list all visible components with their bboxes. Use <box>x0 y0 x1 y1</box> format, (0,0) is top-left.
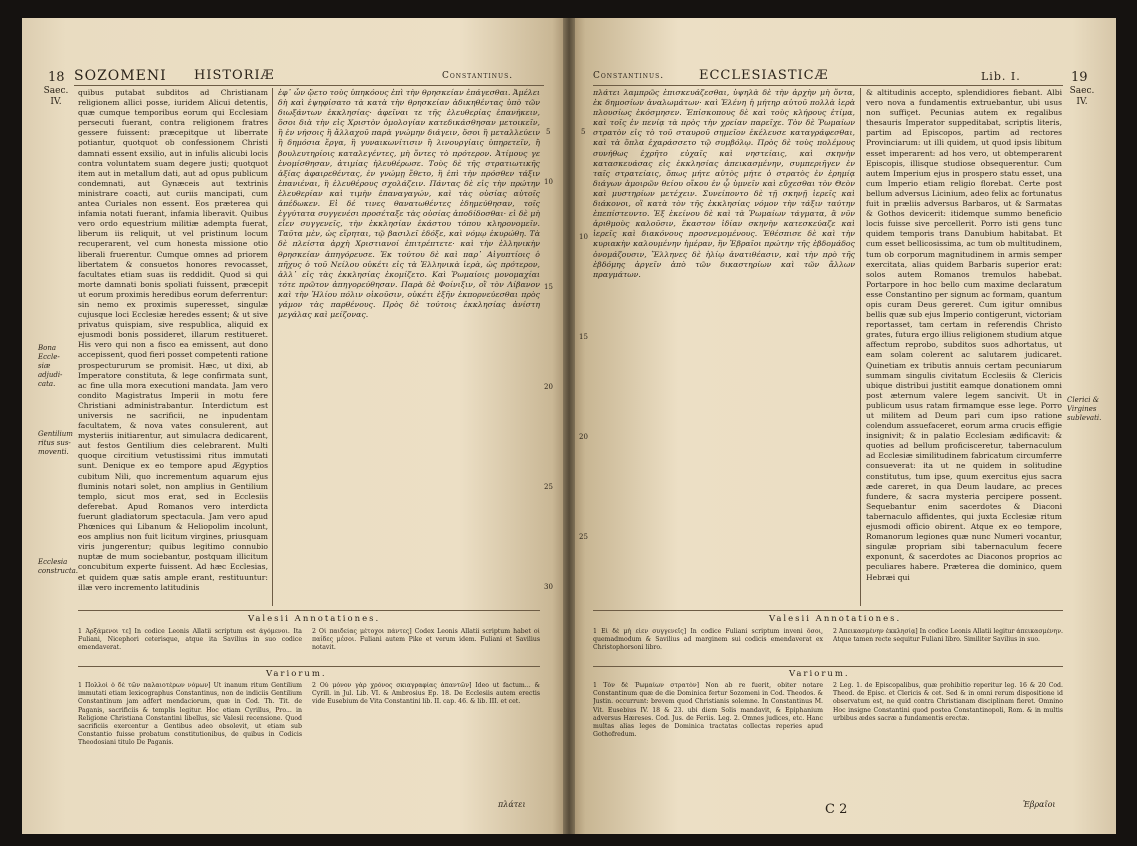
book-spread <box>22 18 1116 834</box>
valesii-note: 2 Ἀπεικασμένην ἐκκλησίᾳ] In codice Leonis Allatii legitur ἀπεικασμένην. Atque tamen recte sequitur Fuliani libro. Similiter Savilius in suo. <box>833 628 1063 644</box>
saeculum-marker <box>1067 86 1097 108</box>
page-number: 18 <box>48 70 65 85</box>
variorum-note: 2 Leg. 1. de Episcopalibus, quæ prohibitio reperitur leg. 16 & 20 Cod. Theod. de Episc. et Clericis & cet. Sed & in omni rerum dispositione id observatum est, ne quid contra Christianam disciplinam fieret. Omnino Hoc insigne Constantini quod postea Constantinopoli, Rom. & in multis urbibus ædes sacræ a fundamentis erectæ. <box>833 682 1063 722</box>
line-number: 25 <box>579 533 588 541</box>
annotations-rule <box>593 610 1063 611</box>
line-number: 15 <box>544 283 553 291</box>
variorum-note: 2 Οὐ μόνον γὰρ χρόνος σκιαγραφίας ἀπαντῶν] Ideo ut factum... & Cyrill. in Jul. Lib. VI. & Ambrosius Ep. 18. De Ecclesiis autem erectis vide Eusebium de Vita Constantini lib. II. cap. 46. & lib. III. et cet. <box>312 682 540 706</box>
saeculum-label: Saec. <box>1069 86 1095 96</box>
line-number: 5 <box>581 128 586 136</box>
saeculum-marker <box>42 86 70 108</box>
saeculum-value: IV. <box>50 97 62 107</box>
greek-text-column: ἐφ᾽ ὧν ᾤετο τοὺς ὑπηκόους ἐπὶ τὴν θρησκείαν ἐπάγεσθαι. Ἀμέλει δὴ καὶ ἐψηφίσατο τὰ κατὰ τὴν θρησκείαν ἀδικηθέντας ὑπὸ τῶν διωξάντων ἐκκλησίας· ἀφεῖναι τε τῆς ἐλευθερίας ἐπανήκειν, ὅσοι διὰ τὴν εἰς Χριστὸν ὁμολογίαν κατεδικάσθησαν μετοικεῖν, ἢ ἐν νήσοις ἢ ἄλλαχοῦ παρὰ γνώμην διάγειν, ὅσοι ἢ μεταλλεύειν ἢ δημόσια ἔργα, ἢ γυναικωνίτισιν ἢ λινουργίαις ὑπηρετεῖν, ἢ βουλευτηρίοις καταλεγέντες, μὴ ὄντες τὸ πρότερον. Ἀτίμους γε ἐνομίσθησαν, ἀτιμίας ἠλευθέρωσε. Τοὺς δὲ τῆς στρατιωτικῆς ἀξίας ἀφαιρεθέντας, ἐν γνώμῃ ἔθετο, ἢ ἐπὶ τὴν πρόσθεν τάξιν ἐπανιέναι, ἢ ἐλευθέρους σχολάζειν. Πάντας δὲ εἰς τὴν πρώτην ἐλευθερίαν καὶ τιμὴν ἐπαναγαγών, καὶ τὰς οὐσίας αὐτοῖς ἀπέδωκεν. Εἰ δέ τινες θανατωθέντες ἐδημεύθησαν, τοῖς ἐγγύτατα συγγενέσι προσέταξε τὰς οὐσίας ἀποδίδοσθαι· εἰ δὲ μὴ εἶεν συγγενεῖς, τὴν ἐκκλησίαν ἑκάστου τόπου κληρονομεῖν. Ταῦτα μὲν, ὡς εἴρηται, τῷ βασιλεῖ ἐδόξε, καὶ νόμῳ ἐκυρώθη. Τὰ δὲ πλείστα ἀρχὴ Χριστιανοί ἐπιτρέπτετε· καὶ τὴν ἑλληνικὴν θρησκείαν ἀπηγόρευσε. Ἐκ τούτου δὲ καὶ παρ᾽ Αἰγυπτίοις ὁ πῆχυς ὁ τοῦ Νείλου οὐκέτι εἰς τὰ Ἑλληνικὰ ἱερὰ, ὡς πρότερον, ἀλλ᾽ εἰς τὰς ἐκκλησίας ἐκομίζετο. Καὶ Ῥωμαίοις μονομαχίαι τότε πρῶτον ἀπηγορεύθησαν. Παρὰ δὲ Φοίνιξιν, οἳ τὸν Λίβανον καὶ τὴν Ἡλίου πόλιν οἰκοῦσιν, οὐκέτι ἐξῆν ἐκπορνεύεσθαι πρὸς γάμον τὰς παρθένους. Πρὸς δὲ τούτοις ἐκκλησίας ἀνίστη μεγάλας καὶ μείζονας. <box>278 88 540 320</box>
left-page <box>22 18 569 834</box>
running-head-title: SOZOMENI <box>74 68 167 84</box>
valesii-heading: Valesii Annotationes. <box>248 614 381 624</box>
running-head-section: Constantinus. <box>442 71 514 81</box>
variorum-rule <box>593 666 1063 667</box>
saeculum-label: Saec. <box>43 86 69 96</box>
variorum-note: 1 Τὸν δὲ Ῥωμαίων στρατὸν] Non ab re fuerit, obiter notare Constantinum quæ de die Dominica fertur Sozomeni in Cod. Theodos. & Justin. occurrunt: brevem quod Christianis solemne. In Constantinus M. Vit. Eusebius IV. 18 & 23. ubi diem Solis mandavit, & Epiphanium adversus Hæreses. Cod. Jus. de Feriis. Leg. 2. Omnes judices, etc. Hanc multas alias leges de Dominica tractatas collectas reperies apud Gothofredum. <box>593 682 823 739</box>
running-head-center: HISTORIÆ <box>194 68 275 83</box>
variorum-note: 1 Πολλοὶ ὁ δὲ τῶν παλαιοτέρων νόμων] Ut inanum ritum Gentilium immutati etiam lexicographus Constantinus, non de indiciis Gentilium Constantinum jam adfert mendaciorum, quæ in Cod. Th. Tit. de Paganis, sacrificiis & templis legitur. Hoc etiam Cyrillus, Pro... in Religione Christiana Constantini libellus, sic Valesii recensione. Quod sacrificiis exercentur a Gentibus adeo obsolevit, ut etiam sub Constantio fuisse probatum constitutionibus, de quibus in Codicis Theodosiani titulo De Paganis. <box>78 682 302 747</box>
valesii-heading: Valesii Annotationes. <box>769 614 902 624</box>
column-divider <box>860 88 861 606</box>
page-number: 19 <box>1071 70 1088 85</box>
greek-text-column: πλάτει λαμπρῶς ἐπισκευάζεσθαι, ὑψηλὰ δὲ τὴν ἀρχὴν μὴ ὄντα, ἐκ δημοσίων ἀναλωμάτων· καὶ Ἑλένη ἡ μήτηρ αὐτοῦ πολλὰ ἱερὰ πλουσίως ἐκόσμησεν. Ἐπίσκοπους δὲ καὶ τοὺς κλήρους ἐτίμα, καὶ τοῖς ἐν πενίᾳ τὰ πρὸς τὴν χρείαν παρεῖχε. Τὸν δὲ Ῥωμαίων στρατὸν εἰς τὸ τοῦ σταυροῦ σημεῖον ἐκέλευσε καταγράφεσθαι, καὶ τὰ ὅπλα ἐχαράσσετο τῷ συμβόλῳ. Πρὸς δὲ τοὺς πολέμους συνήθως ἐχρῆτο εὐχαῖς καὶ νηστείαις, καὶ σκηνὴν κατασκευάσας εἰς ἐκκλησίας ἀπεικασμένην, συμπεριῆγεν ἐν ταῖς στρατείαις, ὅπως μήτε αὐτὸς μήτε ὁ στρατὸς ἐν ἐρημίᾳ διάγων ἀμοιρῶν θείου οἴκου ἐν ᾧ ὑμνεῖν καὶ εὔχεσθαι τὸν Θεὸν καὶ μυστηρίων μετέχειν. Συνείποντο δὲ τῇ σκηνῇ ἱερεῖς καὶ διάκονοι, οἳ κατὰ τὸν τῆς ἐκκλησίας νόμον τὴν τάξιν ταύτην ἐπεπίστευντο. Ἐξ ἐκείνου δὲ καὶ τὰ Ῥωμαίων τάγματα, ἃ νῦν ἀριθμοὺς καλοῦσιν, ἕκαστον ἰδίαν σκηνὴν κατεσκεύαζε καὶ ἱερεῖς καὶ διακόνους προσνεμομένους. Ἐθέσπισε δὲ καὶ τὴν κυριακὴν καλουμένην ἡμέραν, ἣν Ἑβραῖοι πρώτην τῆς ἑβδομάδος ὀνομάζουσιν, Ἕλληνες δὲ ἡλίῳ ἀνατιθέασιν, καὶ τὴν πρὸ τῆς ἑβδόμης ἀργεῖν ἀπὸ τῶν δικαστηρίων καὶ τῶν ἄλλων πραγμάτων. <box>593 88 855 279</box>
margin-note: Ecclesia constructa. <box>38 558 79 575</box>
variorum-rule <box>78 666 540 667</box>
running-head-section: Constantinus. <box>593 71 665 81</box>
latin-text-column: quibus putabat subditos ad Christianam religionem allici posse, iuridem Alicui detentis, quæ cumque temporibus eorum qui Ecclesiam persecuti fuerant, contra religionem fratres gessere fuissent: præcepitque ut liberrate potiantur, quotquot ob confessionem Christi damnati essent exsilio, aut in infulis alicubi locis contra voluntatem suam degere justi; quotquot item aut in metallum dati, aut ad opus publicum condemnati, aut Gynæceis aut textrinis ministrare coacti, aut curiis mancipati, cum antea Curiales non essent. Eos præterea qui infamia notati fuerant, infamia liberavit. Quibus vero ordo equestrium militiæ adempta fuerat, liberum iis reliquit, ut vel pristinum locum recuperarent, vel cum honesta missione otio liberali fruerentur. Cumque omnes ad priorem libertatem & consuetos honores revocasset, facultates etiam suas iis reddidit. Quod si qui morte damnati bonis spoliati fuissent, præcepit ut eorum proximis heredibus eorum deferrentur: sin nemo ex proximis superesset, singulæ cujusque loci Ecclesiæ heredes essent; & ut sive privatus quispiam, sive respublica, aliquid ex ejusmodi bonis possideret, illarum restitueret. His vero qui non a fisco ea emissent, aut dono accepissent, quod fieri posset competenti ratione prospectururum se promisit. Hæc, ut dixi, ab Imperatore constituta, & lege confirmata sunt, ac fine ulla mora executioni mandata. Jam vero condito Magistratus Imperii in motu fere Christiani administrabantur. Interdictum est universis ne sacrificii, ne inpudentam facultatem, & nova vates consulerent, aut mysteriis initiarentur, aut simulacra dedicarent, aut festos Gentilium dies celebrarent. Multi quoque circitium vetustissimi ritus immutati sunt. Denique ex eo tempore apud Ægyptios cubitum Nili, quo incrementum aquarum ejus fluminis notari solet, non amplius in Gentilium templo, sicut mos erat, sed in Ecclesiis deferebat. Apud Romanos vero interdicta fuerunt gladiatorum spectacula. Jam vero apud Phœnices qui Libanum & Heliopolim incolunt, eos amplius non fuit licitum virgines, priusquam viris jungerentur; quibus legitimo connubio nuptæ de mum sociebantur, postquam illicitum concubitum experte fuissent. Ad hæc Ecclesias, et quidem quæ satis ample erant, restituuntur: illæ vero incremento latitudinis <box>78 88 268 592</box>
margin-note: Bona Eccle- siæ adjudi- cata. <box>38 344 63 388</box>
catchword: Ἑβραῖοι <box>1023 800 1056 809</box>
valesii-note: 1 Ἀρξάμενοι τε] In codice Leonis Allatii scriptum est ἀγόμενοι. Ita Fuliani, Nicephori ceterisque, atque ita Savilius in suo codice emendaverat. <box>78 628 302 652</box>
line-number: 25 <box>544 483 553 491</box>
head-rule <box>593 85 1063 86</box>
line-number: 10 <box>579 233 588 241</box>
line-number: 15 <box>579 333 588 341</box>
right-page <box>569 18 1116 834</box>
latin-text-column: & altitudinis accepto, splendidiores fiebant. Albi vero nova a fundamentis extruebantur, ubi usus non suffiçet. Pecunias autem ex regalibus thesauris Imperator suppeditabat, scriptis literis, partim ad Episcopos, partim ad rectores Provinciarum: ut illi quidem, ut quod ipsis libitum esset imperarent: ad hos vero, ut obtemperarent Episcopis, illisque studiose obsequerentur. Cum autem Imperium ejus in prospero statu esset, una cum Imperio etiam religio florebat. Certe post bellum adversus Licinium, adeo felix ac fortunatus fuit in præliis adversus Barbaros, ut & Sarmatas & Gothos devicerit: itidemque summo beneficio locis fuisse sive percellerit. Porro isti gens tunc quidem temporis trans Danubium habitabat. Et cum esset bellicosissima, ac tum ob multitudinem, tum ob corporum magnitudinem in armis semper exercitata, alias quidem Barbaris superior erat: solos autem Romanos tremulos habebat. Portarpore in hoc bello cum maxime declaratum esse Constantino per signum ac formam, quantum opis curam Deus gereret. Cum igitur omnibus bellis quæ sub ejus Imperio contigerunt, victoriam reportasset, tam certam in referendis Christo grates, futura ergo illius religionem studium atque affectum reprobo, subditos suos adhortatus, ut eam solam colerent ac salutarem judicaret. Quinetiam ex tributis annuis certam pecuniarum summam singulis civitatum Ecclesiis & Clericis ubique distribui justitit eamque donationem omni post æternum valere legem sancivit. Ut in publicum usus ratam firmamque esse lege. Porro ut militem ad Deum pari cum ipso ratione colendum assuefaceret, eorum arma crucis effigie insignivit; & in palatio Ecclesiam ædificavit: & quoties ad bellum proficisceretur, tabernaculum ad Ecclesiæ similitudinem fabricatum circumferre consueverat: ita ut ne quidem in solitudine constitutus, tum ipse, quum exercitus ejus sacra æde careret, in qua Deum laudare, ac preces fundere, & sacra mysteria percipere possent. Sequebantur enim sacerdotes & Diaconi tabernaculo affidentes, qui juxta Ecclesiæ ritum ejusmodi officio obirent. Atque ex eo tempore, Romanorum legiones quæ nunc Numeri vocantur, singulæ propriam sibi tabernaculum fecere exponunt, & sacerdotes ac Diaconos proprios ac peculiares habere. Præterea die dominico, quem Hebræi qui <box>866 88 1062 582</box>
running-head-book: Lib. I. <box>981 70 1021 83</box>
running-head-center: ECCLESIASTICÆ <box>699 68 829 83</box>
variorum-heading: Variorum. <box>266 669 327 679</box>
annotations-rule <box>78 610 540 611</box>
line-number: 5 <box>546 128 551 136</box>
line-number: 20 <box>579 433 588 441</box>
margin-note: Gentilium ritus sus- moventi. <box>38 430 73 456</box>
catchword: πλάτει <box>498 800 526 809</box>
head-rule <box>74 85 544 86</box>
book-gutter <box>563 18 575 834</box>
valesii-note: 1 Εἰ δὲ μὴ εἶεν συγγενεῖς] In codice Fuliani scriptum inveni ὅσοι, quemadmodum & Savilius ad marginem sui codicis emendaverat ex Christophorsoni libro. <box>593 628 823 652</box>
line-number: 20 <box>544 383 553 391</box>
variorum-heading: Variorum. <box>789 669 850 679</box>
line-number: 10 <box>544 178 553 186</box>
saeculum-value: IV. <box>1076 97 1088 107</box>
column-divider <box>272 88 273 606</box>
margin-note: Clerici & Virgines sublevati. <box>1067 396 1102 422</box>
line-number: 30 <box>544 583 553 591</box>
valesii-note: 2 Οἱ παιδείας μέτοχοι πάντες] Codex Leonis Allatii scriptum habet οἱ παίδες μέσοι. Fuliani autem Pike et verum idem. Fuliani et Savilius notavit. <box>312 628 540 652</box>
signature-mark: C 2 <box>825 802 848 817</box>
